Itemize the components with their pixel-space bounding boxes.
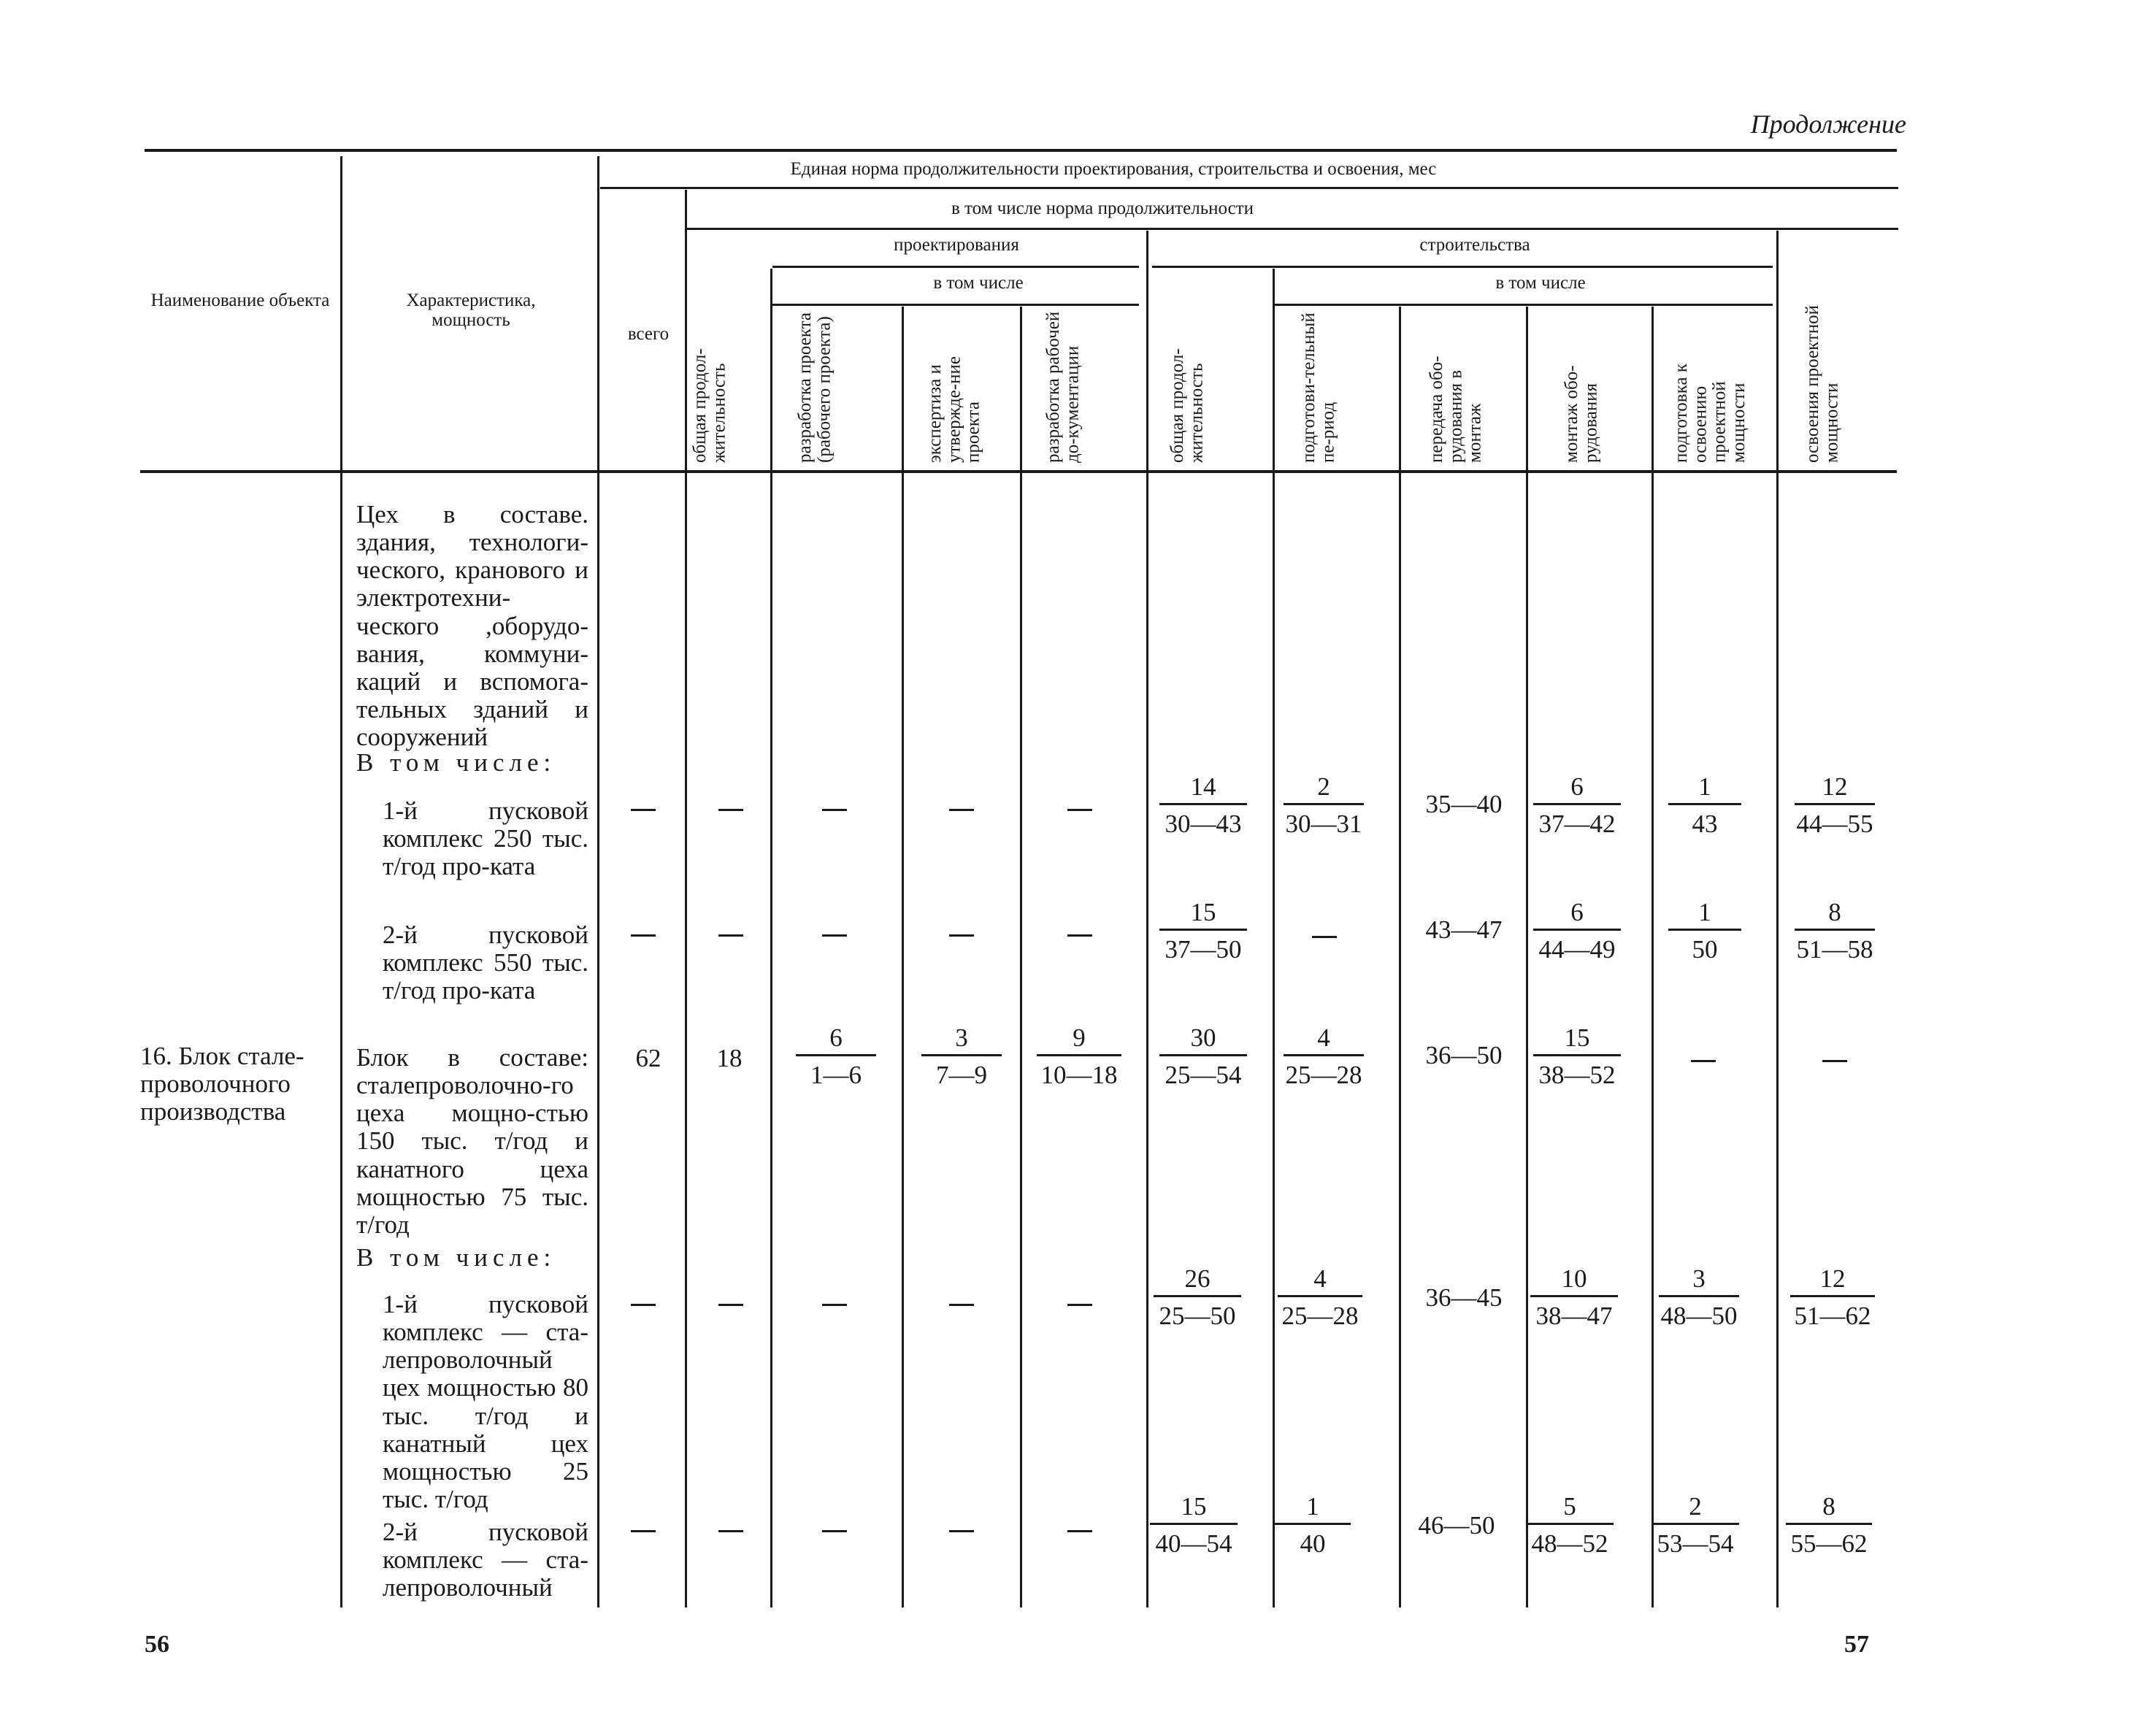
fraction-cell: 3 7—9: [921, 1025, 1002, 1088]
header-unified-norm: Единая норма продолжительности проектирования, строительства и освоения, мес: [790, 159, 1437, 179]
rule-design-incl: [772, 266, 1139, 268]
value-cell: 43—47: [1425, 915, 1503, 944]
rule-design-sub: [772, 304, 1139, 306]
empty-dash: [631, 1304, 656, 1306]
empty-dash: [949, 809, 974, 811]
empty-dash: [718, 934, 743, 937]
row-description: В том числе:: [356, 1243, 556, 1272]
col-divider: [1526, 307, 1528, 1607]
fraction-cell: 10 38—47: [1530, 1266, 1618, 1329]
fraction-cell: 2 30—31: [1284, 774, 1364, 837]
empty-dash: [718, 1530, 743, 1532]
fraction-cell: 15 38—52: [1533, 1025, 1621, 1088]
rule-unified: [600, 187, 1898, 189]
header-construction-incl: в том числе: [1495, 273, 1586, 293]
header-construction: строительства: [1419, 235, 1530, 255]
header-object-name: Наименование объекта: [150, 291, 330, 310]
empty-dash: [1691, 1060, 1716, 1062]
header-constr-prep: подготови-тельный пе-риод: [1299, 312, 1338, 463]
header-design-total: общая продол-жительность: [690, 348, 729, 463]
empty-dash: [631, 809, 656, 811]
fraction-cell: 3 48—50: [1659, 1266, 1739, 1329]
fraction-cell: 30 25—54: [1159, 1025, 1247, 1088]
col-divider: [685, 190, 687, 1607]
header-characteristic: Характеристика, мощность: [406, 291, 536, 330]
header-constr-total: общая продол-жительность: [1167, 348, 1207, 463]
empty-dash: [949, 1304, 974, 1306]
page-number-left: 56: [145, 1631, 169, 1658]
fraction-cell: 4 25—28: [1284, 1025, 1364, 1088]
fraction-cell: 12 44—55: [1795, 774, 1875, 837]
empty-dash: [822, 1304, 847, 1306]
header-design: проектирования: [894, 235, 1019, 255]
empty-dash: [1067, 934, 1092, 937]
header-constr-transfer: передача обо-рудования в монтаж: [1427, 356, 1485, 463]
col-divider: [1651, 307, 1654, 1607]
empty-dash: [631, 1530, 656, 1532]
fraction-cell: 1 40: [1275, 1494, 1351, 1556]
col-divider: [1399, 307, 1401, 1607]
value-cell: 35—40: [1425, 790, 1503, 818]
rule-incl: [686, 228, 1898, 230]
empty-dash: [718, 1304, 743, 1306]
empty-dash: [949, 1530, 974, 1532]
fraction-cell: 15 37—50: [1159, 899, 1247, 962]
header-total: всего: [627, 324, 670, 344]
value-cell: 36—45: [1425, 1283, 1503, 1312]
fraction-cell: 15 40—54: [1150, 1494, 1238, 1556]
fraction-cell: 2 53—54: [1651, 1494, 1739, 1556]
header-mastering: освоения проектной мощности: [1803, 304, 1842, 463]
header-design-incl: в том числе: [933, 273, 1024, 293]
row-description: Блок в составе: сталепроволочно-го цеха мощно-стью 150 тыс. т/год и канатного цеха мощностью 75 тыс. т/год: [356, 1043, 588, 1239]
fraction-cell: 9 10—18: [1037, 1025, 1121, 1088]
rule-constr-sub: [1275, 304, 1773, 306]
empty-dash: [1067, 809, 1092, 811]
row-description: Цех в составе. здания, технологи-ческого, кранового и электротехни-ческого ,оборудо-вания, коммуни-каций и вспомога-тельных зданий и сооружений: [356, 500, 588, 752]
object-name: 16. Блок стале-проволочного производства: [140, 1042, 304, 1126]
header-design-expertise: экспертиза и утвержде-ние проекта: [925, 356, 983, 463]
continuation-label: Продолжение: [1750, 110, 1906, 139]
row-description: 2-й пусковой комплекс — ста-лепроволочный: [383, 1518, 588, 1602]
empty-dash: [822, 809, 847, 811]
page-number-right: 57: [1844, 1631, 1869, 1658]
value-cell: 46—50: [1418, 1511, 1495, 1540]
row-description: 1-й пусковой комплекс — ста-лепроволочный цех мощностью 80 тыс. т/год и канатный цех мощностью 25 тыс. т/год: [383, 1290, 588, 1513]
fraction-cell: 4 25—28: [1278, 1266, 1362, 1329]
value-cell: 18: [716, 1044, 743, 1072]
col-divider: [597, 156, 599, 1607]
fraction-cell: 26 25—50: [1154, 1266, 1241, 1329]
header-bottom-rule: [140, 470, 1897, 473]
fraction-cell: 1 43: [1668, 774, 1741, 837]
empty-dash: [1067, 1530, 1092, 1532]
value-cell: 36—50: [1425, 1041, 1503, 1069]
header-constr-prep-master: подготовка к освоению проектной мощности: [1671, 364, 1749, 463]
col-divider: [1020, 307, 1022, 1607]
fraction-cell: 6 44—49: [1533, 899, 1621, 962]
empty-dash: [718, 809, 743, 811]
fraction-cell: 1 50: [1668, 899, 1741, 962]
empty-dash: [822, 1530, 847, 1532]
fraction-cell: 6 1—6: [796, 1025, 876, 1088]
value-cell: 62: [635, 1044, 661, 1072]
empty-dash: [1822, 1060, 1847, 1062]
rule-constr-incl: [1152, 266, 1773, 268]
empty-dash: [822, 934, 847, 937]
col-divider: [340, 156, 342, 1607]
table-top-rule: [145, 149, 1897, 152]
header-design-workdocs: разработка рабочей до-кументации: [1043, 311, 1083, 463]
empty-dash: [1067, 1304, 1092, 1306]
empty-dash: [1312, 936, 1337, 938]
fraction-cell: 12 51—62: [1790, 1266, 1875, 1329]
fraction-cell: 5 48—52: [1526, 1494, 1614, 1556]
fraction-cell: 8 51—58: [1795, 899, 1875, 962]
col-divider: [1776, 231, 1779, 1607]
fraction-cell: 6 37—42: [1533, 774, 1621, 837]
empty-dash: [631, 934, 656, 937]
col-divider: [1146, 231, 1148, 1607]
row-description: В том числе:: [356, 748, 556, 777]
col-divider: [902, 307, 904, 1607]
header-constr-mount: монтаж обо-рудования: [1562, 365, 1601, 463]
row-description: 1-й пусковой комплекс 250 тыс. т/год про-ката: [383, 796, 588, 881]
empty-dash: [949, 934, 974, 937]
col-divider: [1273, 269, 1275, 1607]
row-description: 2-й пусковой комплекс 550 тыс. т/год про-ката: [383, 921, 588, 1005]
header-incl-norm: в том числе норма продолжительности: [951, 199, 1254, 218]
header-design-project: разработка проекта (рабочего проекта): [795, 312, 835, 463]
fraction-cell: 14 30—43: [1159, 774, 1247, 837]
fraction-cell: 8 55—62: [1786, 1494, 1872, 1556]
col-divider: [770, 269, 772, 1607]
